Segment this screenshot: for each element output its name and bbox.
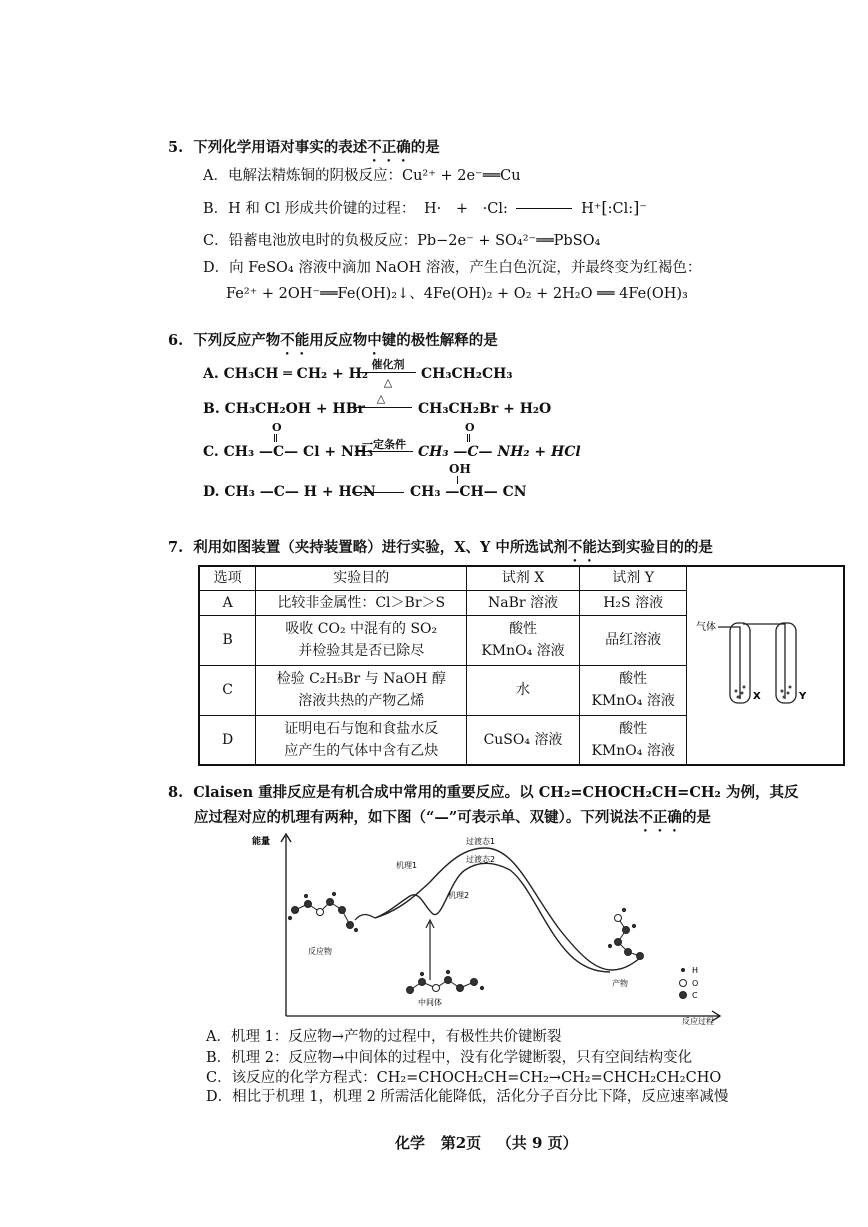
- q6-c-product: CH₃ —C— NH₂ + HCl: [418, 444, 581, 460]
- q8-option-b: B．机理 2：反应物→中间体的过程中，没有化学键断裂，只有空间结构变化: [206, 1050, 693, 1066]
- q6-a-heat: △: [383, 376, 393, 389]
- row-c-x: 水: [467, 665, 580, 715]
- table-header-row: [199, 566, 844, 590]
- q5-option-a: A．电解法精炼铜的阴极反应：Cu²⁺ + 2e⁻══Cu: [203, 168, 521, 184]
- product-label: 产物: [612, 979, 628, 988]
- experiment-table: [198, 565, 845, 766]
- mech2-label: 机理2: [448, 891, 470, 900]
- mech1-label: 机理1: [396, 861, 418, 870]
- gas-inlet-tube: [718, 627, 740, 699]
- row-d-y: 酸性 KMnO₄ 溶液: [579, 715, 687, 765]
- q6-c-double-bond-right: [467, 434, 468, 442]
- q7-stem: 7. 利用如图装置（夹持装置略）进行实验，X、Y 中所选试剂不能达到实验目的的是: [168, 539, 713, 556]
- connector-tube: [743, 624, 785, 699]
- q6-d-arrow-icon: [352, 492, 404, 493]
- q5-option-b: B．H 和 Cl 形成共价键的过程： H· + ·Cl: H⁺[:Cl:]⁻: [203, 198, 648, 217]
- q5-option-d-equation: Fe²⁺ + 2OH⁻══Fe(OH)₂↓、4Fe(OH)₂ + O₂ + 2H₂O ══ 4Fe(OH)₃: [226, 286, 688, 302]
- q6-option-b: B. CH₃CH₂OH + HBr: [203, 401, 365, 417]
- row-b-goal: 吸收 CO₂ 中混有的 SO₂ 并检验其是否已除尽: [256, 615, 467, 665]
- row-a-y: H₂S 溶液: [579, 590, 687, 615]
- q8-option-c: C．该反应的化学方程式：CH₂=CHOCH₂CH=CH₂→CH₂=CHCH₂CH₂CHO: [206, 1070, 722, 1086]
- row-b-option: B: [199, 615, 256, 665]
- page-footer: 化学 第2页 （共 9 页）: [395, 1134, 578, 1152]
- q6-c-arrow-icon: [355, 451, 413, 452]
- q6-stem: 6. 下列反应产物不能用反应物中键的极性解释的是: [168, 332, 498, 349]
- row-c-goal: 检验 C₂H₅Br 与 NaOH 醇 溶液共热的产物乙烯: [256, 665, 467, 715]
- apparatus-diagram: [688, 567, 843, 757]
- lewis-h: H·: [423, 201, 442, 217]
- q8-stem-line1: 8. Claisen 重排反应是有机合成中常用的重要反应。以 CH₂=CHOCH₂CH=CH₂ 为例，其反: [168, 784, 799, 801]
- q6-c-o-right: O: [465, 421, 475, 434]
- q8-option-d: D．相比于机理 1，机理 2 所需活化能降低，活化分子百分比下降，反应速率减慢: [206, 1089, 729, 1105]
- row-d-goal: 证明电石与饱和食盐水反 应产生的气体中含有乙炔: [256, 715, 467, 765]
- q6-b-heat: △: [376, 392, 386, 405]
- atom-legend: [680, 966, 699, 1000]
- q6-a-catalyst: 催化剂: [371, 358, 405, 371]
- q6-c-double-bond-left: [274, 434, 275, 442]
- row-d-x: CuSO₄ 溶液: [467, 715, 580, 765]
- ts1-label: 过渡态1: [466, 837, 496, 846]
- q8-option-a: A．机理 1：反应物→产物的过程中，有极性共价键断裂: [206, 1029, 562, 1045]
- intermediate-arrow-icon: [426, 920, 434, 980]
- row-d-option: D: [199, 715, 256, 765]
- q6-option-d: D. CH₃ —C— H + HCN: [203, 484, 376, 500]
- row-c-y: 酸性 KMnO₄ 溶液: [579, 665, 687, 715]
- q6-b-arrow-icon: [350, 407, 412, 408]
- header-reagent-x: 试剂 X: [467, 566, 580, 590]
- reactant-arrow-icon: [355, 915, 375, 921]
- row-c-option: C: [199, 665, 256, 715]
- product-molecule-icon: [608, 908, 643, 959]
- q5-option-c: C．铅蓄电池放电时的负极反应：Pb−2e⁻ + SO₄²⁻══PbSO₄: [203, 233, 601, 249]
- legend-h: H: [692, 966, 699, 975]
- y-axis-label: 能量: [252, 837, 271, 847]
- lewis-cl: ·Cl:: [482, 201, 508, 217]
- lewis-plus: +: [455, 201, 468, 217]
- row-a-x: NaBr 溶液: [467, 590, 580, 615]
- q6-b-product: CH₃CH₂Br + H₂O: [418, 401, 552, 417]
- apparatus-cell: [687, 566, 844, 765]
- legend-c: C: [692, 991, 698, 1000]
- legend-o: O: [692, 979, 699, 988]
- mechanism-2-curve: [375, 863, 610, 972]
- row-a-option: A: [199, 590, 256, 615]
- q6-a-arrow-icon: [360, 372, 416, 373]
- gas-label: 气体: [695, 622, 716, 633]
- lewis-charge: ⁻: [639, 201, 648, 217]
- header-option: 选项: [199, 566, 256, 590]
- q5-stem: 5. 下列化学用语对事实的表述不正确的是: [168, 139, 440, 156]
- intermediate-molecule-icon: [407, 970, 484, 993]
- q6-d-product: CH₃ —CH— CN: [410, 484, 527, 500]
- lewis-product-h: H⁺: [581, 201, 602, 217]
- lewis-arrow-icon: [516, 208, 572, 209]
- row-a-goal: 比较非金属性：Cl＞Br＞S: [256, 590, 467, 615]
- intermediate-label: 中间体: [418, 998, 442, 1007]
- test-tube-y: [776, 623, 796, 703]
- lewis-product-cl: :Cl:: [607, 201, 634, 217]
- q6-d-oh: OH: [449, 462, 471, 476]
- q8-stem-line2: 应过程对应的机理有两种，如下图（“—”可表示单、双键）。下列说法不正确的是: [194, 809, 711, 826]
- x-label: X: [752, 691, 761, 702]
- q6-c-o-left: O: [272, 421, 282, 434]
- header-goal: 实验目的: [256, 566, 467, 590]
- q6-option-c: C. CH₃ —C— Cl + NH₃: [203, 444, 374, 460]
- ts2-label: 过渡态2: [466, 855, 496, 864]
- y-label: Y: [798, 691, 806, 702]
- q5-option-d: D．向 FeSO₄ 溶液中滴加 NaOH 溶液，产生白色沉淀，并最终变为红褐色：: [203, 260, 702, 276]
- q6-d-oh-bond: [457, 476, 458, 484]
- reactant-molecule-icon: [288, 892, 357, 931]
- energy-diagram: [250, 830, 730, 1025]
- q6-c-condition: 一定条件: [362, 438, 406, 451]
- reactant-label: 反应物: [308, 947, 332, 956]
- q6-option-a: A. CH₃CH ═ CH₂ + H₂: [203, 366, 369, 382]
- header-reagent-y: 试剂 Y: [579, 566, 687, 590]
- row-b-y: 品红溶液: [579, 615, 687, 665]
- q6-a-product: CH₃CH₂CH₃: [421, 366, 513, 382]
- x-axis-label: 反应过程: [682, 1017, 714, 1025]
- row-b-x: 酸性 KMnO₄ 溶液: [467, 615, 580, 665]
